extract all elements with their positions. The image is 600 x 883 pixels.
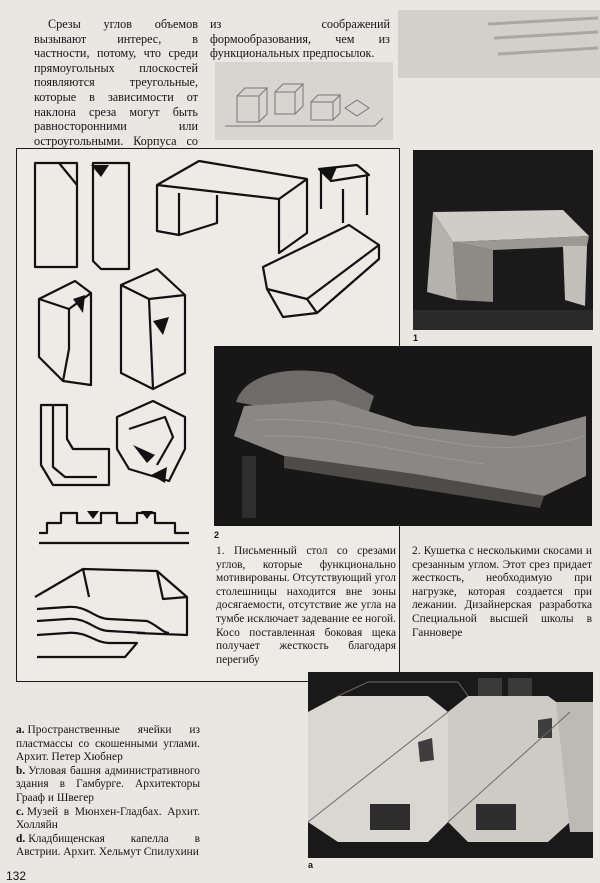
intro-paragraph-continued: из соображений формообразования, чем из функциональных предпосылок.	[210, 17, 390, 61]
top-right-photo-fragment	[398, 10, 600, 78]
legend-item-a	[16, 724, 200, 765]
legend-list	[16, 724, 200, 860]
legend-text: Кладбищенская капелла в Австрии. Архит. Хельмут Спилухини	[16, 832, 200, 859]
intro-column-right	[210, 17, 390, 61]
legend-item-c	[16, 806, 200, 833]
page-number: 132	[6, 869, 27, 883]
legend-key: c.	[16, 805, 24, 818]
legend-text: Пространственные ячейки из пластмассы со скошенными углами. Архит. Петер Хюбнер	[16, 724, 200, 764]
legend-text: Музей в Мюнхен-Гладбах. Архит. Холляйн	[16, 805, 200, 832]
figure-1-label: 1	[413, 333, 419, 343]
caption-1: 1. Письменный стол со срезами углов, которые функционально мотивированы. Отсутствующий угол столешницы находится вне зоны досягаемости, отсутствие же угла на тумбе исключает задевание ее ногой. Косо поставленная боковая щека получает жесткость благодаря перегибу	[216, 545, 396, 666]
figure-a-label: а	[308, 860, 314, 870]
legend-item-d	[16, 833, 200, 860]
intro-paragraph: Срезы углов объемов вызывают интерес, в частности, потому, что среди прямоугольных плоскостей появляются треугольные, которые в зависимости от наклона среза могут быть равносторонними или остроугольными. Корпуса со	[34, 17, 198, 148]
legend-text: Угловая башня административного здания в Гамбурге. Архитекторы Грааф и Швегер	[16, 764, 200, 804]
top-cubes-photo	[215, 62, 393, 140]
caption-2: 2. Кушетка с несколькими скосами и срезанным углом. Этот срез придает жесткость, необходимую при нагрузке, которая создается при лежании. Дизайнерская разработка Специальной высшей школы в Ганновере	[412, 545, 592, 639]
figure-2-label: 2	[214, 530, 220, 540]
legend-key: d.	[16, 832, 26, 845]
legend-item-b	[16, 765, 200, 806]
photo-desk	[413, 150, 593, 330]
photo-chaise	[214, 346, 592, 526]
cubes-drawing	[215, 62, 393, 140]
legend-key: a.	[16, 724, 25, 736]
legend-key: b.	[16, 764, 26, 777]
photo-plastic-cells	[308, 672, 593, 858]
